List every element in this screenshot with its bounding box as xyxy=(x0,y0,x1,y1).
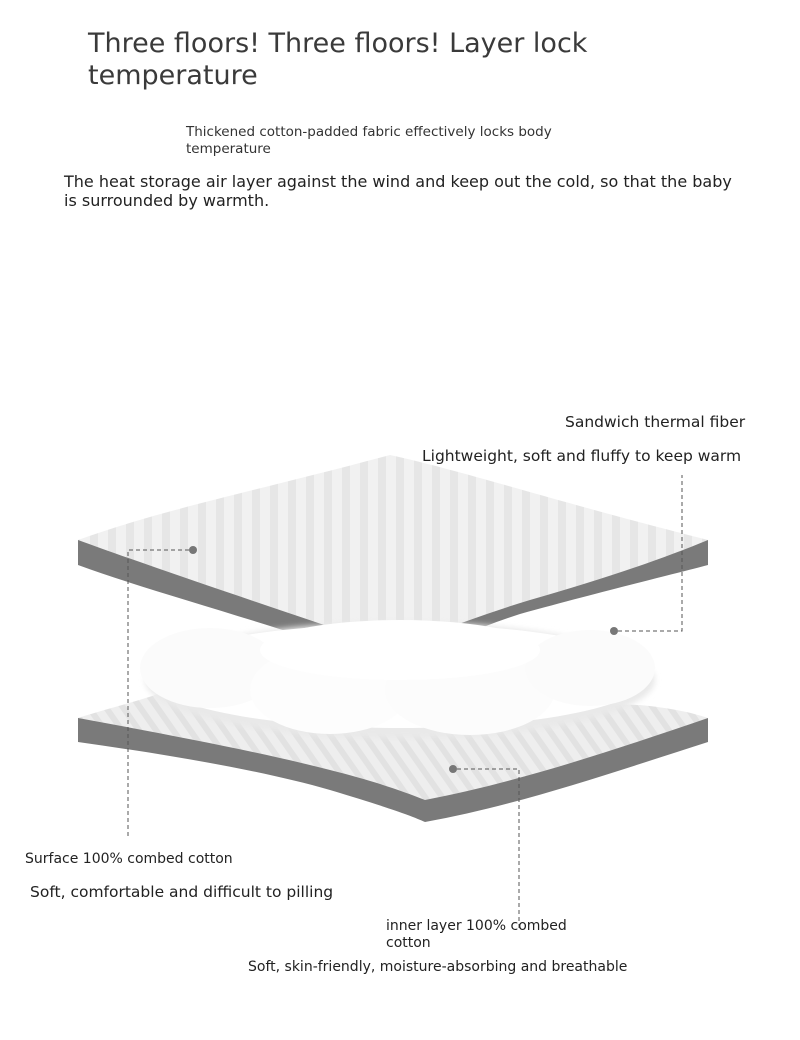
description: The heat storage air layer against the wind and keep out the cold, so that the baby is surrounded by warmth. xyxy=(64,172,732,210)
surface-layer-feature: Soft, comfortable and difficult to pilling xyxy=(30,883,334,901)
middle-layer-feature: Lightweight, soft and fluffy to keep warm xyxy=(422,447,742,465)
surface-layer-name: Surface 100% combed cotton xyxy=(25,851,233,867)
inner-layer-name: inner layer 100% combed cotton xyxy=(386,918,567,951)
middle-layer-name: Sandwich thermal fiber xyxy=(565,413,746,431)
top-layer-face xyxy=(78,455,708,648)
page-title: Three floors! Three floors! Layer lock temperature xyxy=(88,28,588,91)
subtitle: Thickened cotton-padded fabric effectively locks body temperature xyxy=(186,124,552,157)
inner-layer-feature: Soft, skin-friendly, moisture-absorbing and breathable xyxy=(248,959,628,975)
thermal-fiber-layer xyxy=(140,620,655,738)
